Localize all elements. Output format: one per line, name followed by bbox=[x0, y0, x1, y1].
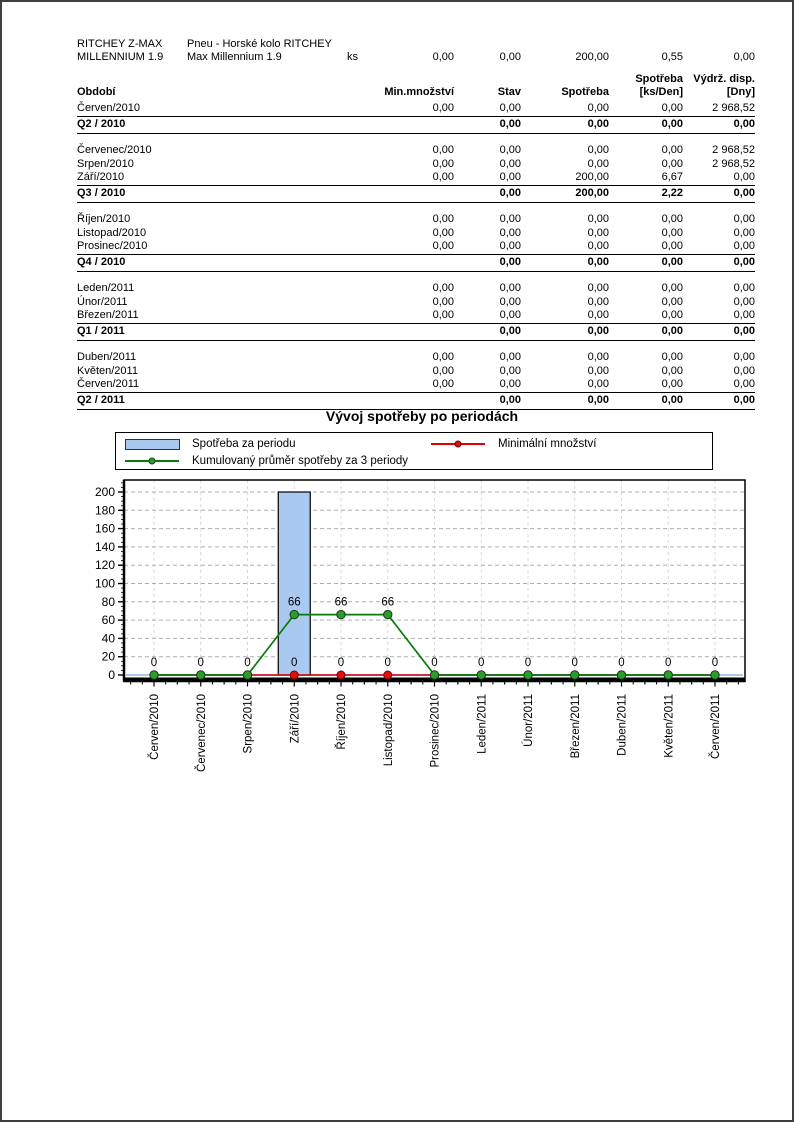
cell-value: 0,00 bbox=[432, 171, 454, 183]
period-label: Červen/2010 bbox=[77, 102, 140, 114]
svg-text:Červen/2010: Červen/2010 bbox=[149, 694, 161, 760]
cell-value: 0,00 bbox=[499, 171, 521, 183]
product-value-endurance: 0,00 bbox=[733, 51, 755, 63]
svg-text:0: 0 bbox=[571, 657, 578, 669]
svg-text:0: 0 bbox=[291, 657, 298, 669]
cell-value: 6,67 bbox=[661, 171, 683, 183]
cell-value: 0,00 bbox=[432, 102, 454, 114]
cell-value: 0,00 bbox=[432, 144, 454, 156]
legend-item-min bbox=[430, 437, 596, 451]
svg-text:0: 0 bbox=[150, 657, 158, 669]
legend-min-label: Minimální množství bbox=[498, 438, 597, 450]
cell-value: 0,00 bbox=[733, 295, 755, 308]
legend-avg-label: Kumulovaný průměr spotřeby za 3 periody bbox=[192, 455, 409, 467]
cell-value: 0,00 bbox=[661, 157, 683, 170]
consumption-report-table bbox=[77, 38, 755, 410]
quarter-summary-row bbox=[77, 185, 755, 204]
cell-value: 0,00 bbox=[733, 240, 755, 252]
svg-text:0: 0 bbox=[618, 657, 625, 669]
cell-value: 0,00 bbox=[661, 282, 683, 294]
header-consumption: Spotřeba bbox=[561, 86, 609, 98]
cell-value: 2 968,52 bbox=[712, 144, 755, 156]
svg-text:0: 0 bbox=[665, 657, 672, 669]
cell-value: 0,00 bbox=[499, 324, 521, 337]
legend-bar-label: Spotřeba za periodu bbox=[192, 438, 296, 450]
cell-value: 0,00 bbox=[661, 351, 683, 363]
svg-text:Červen/2011: Červen/2011 bbox=[710, 694, 722, 759]
header-stock: Stav bbox=[497, 86, 521, 98]
red-line-swatch-icon bbox=[430, 443, 486, 445]
cell-value: 0,00 bbox=[661, 117, 683, 130]
svg-text:200: 200 bbox=[94, 485, 115, 499]
period-label: Březen/2011 bbox=[77, 309, 139, 321]
svg-text:0: 0 bbox=[337, 657, 345, 669]
cell-value: 0,00 bbox=[587, 378, 609, 390]
svg-text:Srpen/2010: Srpen/2010 bbox=[242, 694, 255, 754]
cell-value: 0,00 bbox=[733, 226, 755, 239]
svg-text:Leden/2011: Leden/2011 bbox=[476, 694, 489, 754]
cell-value: 0,00 bbox=[733, 282, 755, 294]
table-group bbox=[77, 102, 755, 134]
cell-value: 0,00 bbox=[499, 364, 521, 377]
cell-value: 0,00 bbox=[432, 157, 454, 170]
cell-value: 0,00 bbox=[587, 117, 609, 130]
cell-value: 0,00 bbox=[432, 309, 454, 321]
cell-value: 200,00 bbox=[575, 171, 609, 183]
svg-text:140: 140 bbox=[94, 539, 115, 554]
cell-value: 0,00 bbox=[499, 295, 521, 308]
svg-text:Září/2010: Září/2010 bbox=[289, 694, 302, 744]
cell-value: 0,00 bbox=[432, 226, 454, 239]
cell-value: 0,00 bbox=[733, 378, 755, 390]
cell-value: 0,00 bbox=[587, 240, 609, 252]
cell-value: 0,00 bbox=[661, 378, 683, 390]
table-row bbox=[77, 240, 755, 254]
cell-value: 0,00 bbox=[432, 364, 454, 377]
period-label: Červenec/2010 bbox=[77, 144, 152, 156]
svg-text:160: 160 bbox=[94, 521, 115, 536]
period-label: Únor/2011 bbox=[77, 295, 128, 308]
period-label: Leden/2011 bbox=[77, 282, 135, 294]
table-row bbox=[77, 102, 755, 116]
cell-value: 0,00 bbox=[499, 102, 521, 114]
table-group bbox=[77, 144, 755, 203]
period-label: Srpen/2010 bbox=[77, 157, 134, 170]
quarter-label: Q4 / 2010 bbox=[77, 255, 126, 268]
product-value-per-day: 0,55 bbox=[661, 51, 683, 63]
cell-value: 0,00 bbox=[661, 226, 683, 239]
product-row bbox=[77, 38, 755, 64]
cell-value: 0,00 bbox=[432, 351, 454, 363]
svg-text:0: 0 bbox=[431, 657, 438, 669]
table-row bbox=[77, 309, 755, 323]
cell-value: 0,00 bbox=[661, 295, 683, 308]
table-row bbox=[77, 144, 755, 158]
cell-value: 0,00 bbox=[733, 255, 755, 268]
cell-value: 0,00 bbox=[587, 226, 609, 239]
cell-value: 0,00 bbox=[733, 171, 755, 183]
cell-value: 0,00 bbox=[432, 240, 454, 252]
cell-value: 0,00 bbox=[733, 117, 755, 130]
cell-value: 0,00 bbox=[661, 240, 683, 252]
header-min-qty: Min.množství bbox=[384, 86, 454, 98]
svg-text:40: 40 bbox=[101, 631, 115, 646]
cell-value: 0,00 bbox=[587, 102, 609, 114]
svg-text:Červenec/2010: Červenec/2010 bbox=[195, 694, 208, 772]
cell-value: 0,00 bbox=[733, 324, 755, 337]
table-row bbox=[77, 158, 755, 172]
header-endurance: Výdrž. disp. [Dny] bbox=[693, 73, 755, 98]
quarter-label: Q2 / 2010 bbox=[77, 117, 126, 130]
table-row bbox=[77, 365, 755, 379]
chart-title: Vývoj spotřeby po periodách bbox=[325, 408, 519, 424]
cell-value: 0,00 bbox=[661, 309, 683, 321]
cell-value: 0,00 bbox=[432, 378, 454, 390]
cell-value: 0,00 bbox=[733, 393, 755, 406]
svg-text:100: 100 bbox=[94, 576, 115, 591]
chart-legend bbox=[115, 432, 713, 470]
cell-value: 0,00 bbox=[661, 144, 683, 156]
svg-text:66: 66 bbox=[381, 596, 395, 609]
quarter-label: Q3 / 2010 bbox=[77, 186, 126, 199]
svg-text:0: 0 bbox=[384, 657, 391, 669]
cell-value: 0,00 bbox=[499, 309, 521, 321]
cell-value: 2,22 bbox=[661, 186, 683, 199]
table-row bbox=[77, 282, 755, 296]
cell-value: 0,00 bbox=[587, 324, 609, 337]
table-row bbox=[77, 213, 755, 227]
svg-text:Květen/2011: Květen/2011 bbox=[663, 694, 676, 758]
product-value-min: 0,00 bbox=[432, 51, 454, 63]
consumption-chart bbox=[82, 474, 762, 806]
cell-value: 0,00 bbox=[587, 213, 609, 225]
cell-value: 0,00 bbox=[587, 364, 609, 377]
cell-value: 0,00 bbox=[432, 282, 454, 294]
svg-text:180: 180 bbox=[94, 503, 115, 518]
quarter-summary-row bbox=[77, 323, 755, 342]
cell-value: 200,00 bbox=[575, 186, 609, 199]
product-value-stock: 0,00 bbox=[499, 51, 521, 63]
table-group bbox=[77, 213, 755, 272]
cell-value: 0,00 bbox=[499, 117, 521, 130]
cell-value: 0,00 bbox=[499, 255, 521, 268]
svg-text:Únor/2011: Únor/2011 bbox=[523, 694, 535, 747]
svg-text:Prosinec/2010: Prosinec/2010 bbox=[429, 694, 442, 768]
period-label: Prosinec/2010 bbox=[77, 240, 148, 252]
svg-text:0: 0 bbox=[478, 657, 485, 669]
period-label: Září/2010 bbox=[77, 171, 125, 183]
cell-value: 0,00 bbox=[661, 324, 683, 337]
table-group bbox=[77, 282, 755, 341]
table-row bbox=[77, 378, 755, 392]
cell-value: 0,00 bbox=[499, 282, 521, 294]
period-label: Červen/2011 bbox=[77, 378, 140, 390]
cell-value: 0,00 bbox=[432, 213, 454, 225]
cell-value: 0,00 bbox=[733, 186, 755, 199]
cell-value: 0,00 bbox=[661, 102, 683, 114]
cell-value: 0,00 bbox=[587, 309, 609, 321]
cell-value: 0,00 bbox=[499, 378, 521, 390]
svg-text:0: 0 bbox=[108, 668, 115, 682]
table-row bbox=[77, 171, 755, 185]
cell-value: 0,00 bbox=[499, 157, 521, 170]
cell-value: 0,00 bbox=[499, 213, 521, 225]
table-header-row bbox=[77, 73, 755, 99]
table-body bbox=[77, 102, 755, 410]
bar-swatch-icon bbox=[124, 439, 180, 450]
svg-text:80: 80 bbox=[101, 594, 115, 609]
cell-value: 2 968,52 bbox=[712, 157, 755, 170]
cell-value: 0,00 bbox=[587, 295, 609, 308]
quarter-summary-row bbox=[77, 116, 755, 135]
cell-value: 0,00 bbox=[733, 309, 755, 321]
product-description: Pneu - Horské kolo RITCHEY Max Millennium 1.9 bbox=[187, 38, 332, 63]
cell-value: 0,00 bbox=[432, 295, 454, 308]
green-line-swatch-icon bbox=[124, 460, 180, 462]
quarter-label: Q1 / 2011 bbox=[77, 324, 125, 337]
quarter-summary-row bbox=[77, 254, 755, 273]
legend-item-avg bbox=[124, 454, 408, 468]
header-period: Období bbox=[77, 86, 116, 98]
cell-value: 0,00 bbox=[587, 157, 609, 170]
cell-value: 0,00 bbox=[587, 393, 609, 406]
svg-text:60: 60 bbox=[101, 613, 115, 628]
cell-value: 0,00 bbox=[587, 255, 609, 268]
product-code: RITCHEY Z-MAX MILLENNIUM 1.9 bbox=[77, 38, 164, 63]
legend-item-bar bbox=[124, 437, 296, 451]
table-group bbox=[77, 351, 755, 410]
table-row bbox=[77, 351, 755, 365]
cell-value: 0,00 bbox=[587, 144, 609, 156]
cell-value: 0,00 bbox=[661, 364, 683, 377]
period-label: Květen/2011 bbox=[77, 364, 138, 377]
svg-text:0: 0 bbox=[524, 657, 532, 669]
cell-value: 0,00 bbox=[499, 186, 521, 199]
cell-value: 0,00 bbox=[499, 351, 521, 363]
cell-value: 0,00 bbox=[733, 351, 755, 363]
cell-value: 0,00 bbox=[661, 213, 683, 225]
svg-text:66: 66 bbox=[334, 596, 348, 609]
cell-value: 0,00 bbox=[733, 213, 755, 225]
svg-text:Březen/2011: Březen/2011 bbox=[569, 694, 582, 759]
period-label: Listopad/2010 bbox=[77, 226, 147, 239]
svg-text:20: 20 bbox=[101, 649, 115, 664]
cell-value: 0,00 bbox=[499, 240, 521, 252]
period-label: Duben/2011 bbox=[77, 351, 137, 363]
product-value-consumption: 200,00 bbox=[575, 51, 609, 63]
svg-text:0: 0 bbox=[197, 657, 204, 669]
quarter-label: Q2 / 2011 bbox=[77, 393, 125, 406]
svg-text:0: 0 bbox=[244, 657, 251, 669]
svg-text:Říjen/2010: Říjen/2010 bbox=[336, 694, 348, 750]
cell-value: 0,00 bbox=[661, 393, 683, 406]
svg-text:Duben/2011: Duben/2011 bbox=[616, 694, 629, 756]
cell-value: 0,00 bbox=[499, 393, 521, 406]
cell-value: 0,00 bbox=[661, 255, 683, 268]
table-row bbox=[77, 296, 755, 310]
table-row bbox=[77, 227, 755, 241]
cell-value: 0,00 bbox=[499, 144, 521, 156]
product-unit: ks bbox=[347, 51, 358, 63]
cell-value: 0,00 bbox=[499, 226, 521, 239]
svg-text:66: 66 bbox=[287, 596, 301, 609]
cell-value: 0,00 bbox=[587, 282, 609, 294]
cell-value: 0,00 bbox=[587, 351, 609, 363]
header-cons-per-day: Spotřeba [ks/Den] bbox=[635, 73, 683, 98]
svg-text:0: 0 bbox=[711, 657, 719, 669]
cell-value: 2 968,52 bbox=[712, 102, 755, 114]
period-label: Říjen/2010 bbox=[77, 213, 131, 225]
cell-value: 0,00 bbox=[733, 364, 755, 377]
svg-text:120: 120 bbox=[94, 558, 115, 573]
svg-text:Listopad/2010: Listopad/2010 bbox=[382, 694, 395, 767]
